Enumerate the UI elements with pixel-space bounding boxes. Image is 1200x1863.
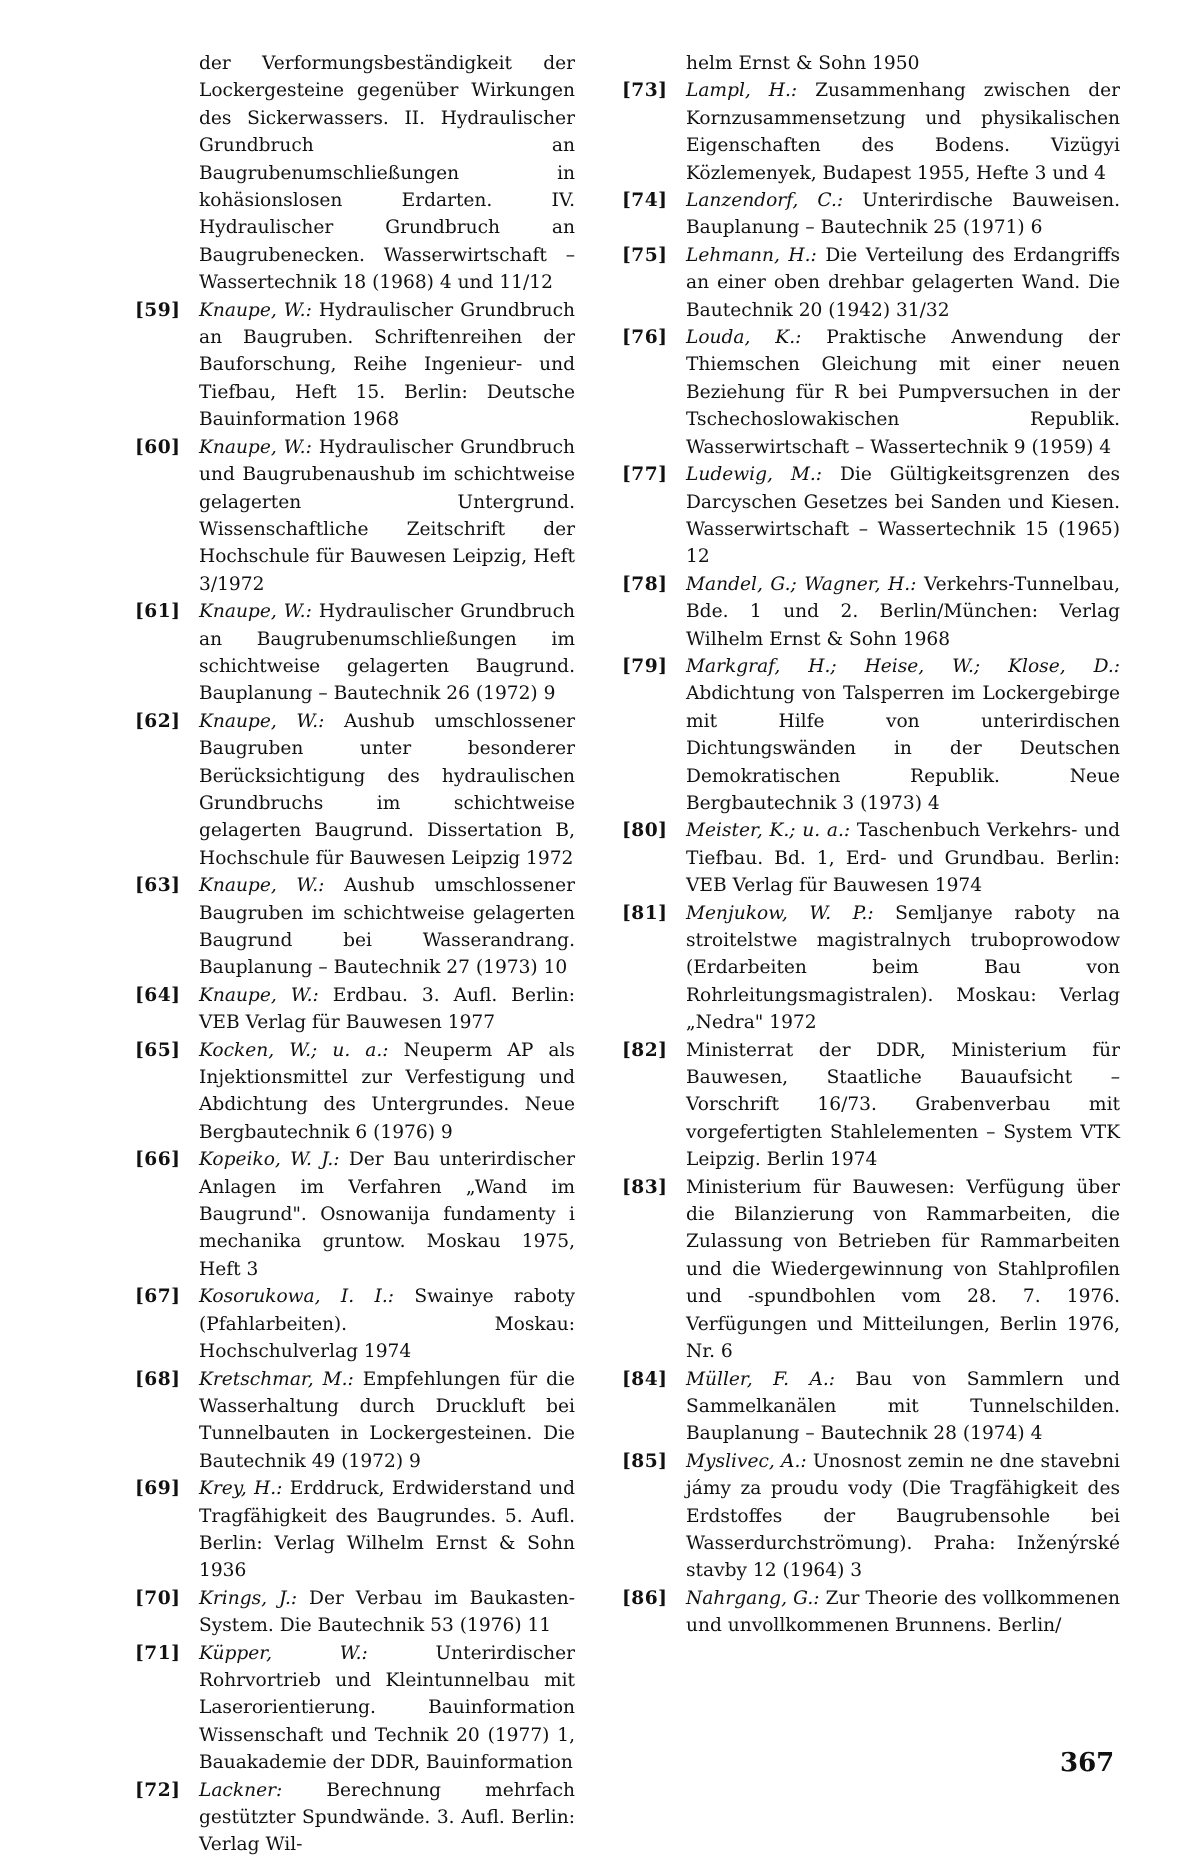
reference-author: Nahrgang, G.: <box>686 1587 820 1609</box>
reference-number: [70] <box>135 1587 181 1609</box>
reference-text: Hydraulischer Grundbruch an Baugruben. Schriftenreihen der Bauforschung, Reihe Ingenieur- und Tiefbau, Heft 15. Berlin: Deutsche Bauinformation 1968 <box>199 299 575 431</box>
reference-text: Bau von Sammlern und Sammelkanälen mit Tunnelschilden. Bauplanung – Bautechnik 28 (1974) 4 <box>686 1368 1120 1445</box>
reference-text: Unterirdische Bauweisen. Bauplanung – Bautechnik 25 (1971) 6 <box>686 190 1120 239</box>
reference-entry <box>622 900 1120 1037</box>
reference-text: Erddruck, Erdwiderstand und Tragfähigkeit des Baugrundes. 5. Aufl. Berlin: Verlag Wilhelm Ernst & Sohn 1936 <box>199 1478 575 1582</box>
reference-number: [86] <box>622 1587 668 1609</box>
reference-text: Verkehrs-Tunnelbau, Bde. 1 und 2. Berlin/München: Verlag Wilhelm Ernst & Sohn 1968 <box>686 573 1120 650</box>
reference-number: [81] <box>622 902 668 924</box>
reference-number: [66] <box>135 1149 181 1171</box>
reference-text: Unterirdischer Rohrvortrieb und Kleintunnelbau mit Laserorientierung. Bauinformation Wissenschaft und Technik 20 (1977) 1, Bauakademie der DDR, Bauinformation <box>199 1642 575 1774</box>
reference-text: Aushub umschlossener Baugruben im schichtweise gelagerten Baugrund bei Wasserandrang. Bauplanung – Bautechnik 27 (1973) 10 <box>199 875 575 979</box>
reference-author: Louda, K.: <box>686 327 802 349</box>
reference-entry <box>622 653 1120 817</box>
reference-entry <box>135 1146 575 1283</box>
reference-text: helm Ernst & Sohn 1950 <box>686 53 920 74</box>
reference-entry <box>622 1366 1120 1448</box>
reference-text: Unosnost zemin ne dne stavebni jámy za proudu vody (Die Tragfähigkeit des Erdstoffes der Baugrubensohle bei Wasserdurchströmung). Praha: Inženýrské stavby 12 (1964) 3 <box>686 1450 1120 1582</box>
reference-text: der Verformungsbeständigkeit der Lockergesteine gegenüber Wirkungen des Sickerwassers. II. Hydraulischer Grundbruch an Baugrubenumschließungen in kohäsionslosen Erdarten. IV. Hydraulischer Grundbruch an Baugrubenecken. Wasserwirtschaft – Wassertechnik 18 (1968) 4 und 11/12 <box>199 53 575 294</box>
reference-number: [67] <box>135 1286 181 1308</box>
reference-author: Myslivec, A.: <box>686 1450 807 1472</box>
reference-text: Ministerium für Bauwesen: Verfügung über die Bilanzierung von Rammarbeiten, die Zulassung von Betrieben für Rammarbeiten und die Wiedergewinnung von Stahlprofilen und -spundbohlen vom 28. 7. 1976. Verfügungen und Mitteilungen, Berlin 1976, Nr. 6 <box>686 1176 1120 1363</box>
reference-author: Meister, K.; u. a.: <box>686 820 851 842</box>
left-column <box>135 50 575 1859</box>
reference-number: [63] <box>135 875 181 897</box>
reference-entry <box>622 50 1120 77</box>
reference-number: [84] <box>622 1368 668 1390</box>
reference-author: Lampl, H.: <box>686 80 798 102</box>
reference-text: Erdbau. 3. Aufl. Berlin: VEB Verlag für Bauwesen 1977 <box>199 984 575 1034</box>
reference-entry <box>622 1448 1120 1585</box>
reference-text: Hydraulischer Grundbruch und Baugrubenaushub im schichtweise gelagerten Untergrund. Wissenschaftliche Zeitschrift der Hochschule für Bauwesen Leipzig, Heft 3/1972 <box>199 436 575 595</box>
reference-author: Knaupe, W.: <box>199 299 312 321</box>
reference-text: Neuperm AP als Injektionsmittel zur Verfestigung und Abdichtung des Untergrundes. Neue Bergbautechnik 6 (1976) 9 <box>199 1039 575 1143</box>
reference-text: Praktische Anwendung der Thiemschen Gleichung mit einer neuen Beziehung für R bei Pumpversuchen in der Tschechoslowakischen Republik. Wasserwirtschaft – Wassertechnik 9 (1959) 4 <box>686 327 1120 458</box>
reference-number: [72] <box>135 1779 181 1801</box>
reference-number: [77] <box>622 464 668 486</box>
reference-entry <box>135 1283 575 1365</box>
reference-text: Zur Theorie des vollkommenen und unvollkommenen Brunnens. Berlin/ <box>686 1587 1120 1637</box>
page-number: 367 <box>1060 1748 1115 1778</box>
reference-text: Zusammenhang zwischen der Kornzusammensetzung und physikalischen Eigenschaften des Bodens. Vizügyi Közlemenyek, Budapest 1955, Hefte 3 und 4 <box>686 80 1120 184</box>
reference-entry <box>135 1366 575 1476</box>
reference-entry <box>135 50 575 297</box>
reference-entry <box>135 1585 575 1640</box>
reference-number: [59] <box>135 299 181 321</box>
reference-entry <box>135 1037 575 1147</box>
reference-number: [69] <box>135 1478 181 1500</box>
reference-entry <box>622 242 1120 324</box>
reference-entry <box>622 1174 1120 1366</box>
reference-entry <box>622 1037 1120 1174</box>
reference-author: Krey, H.: <box>199 1478 283 1500</box>
reference-entry <box>135 598 575 708</box>
reference-entry <box>622 817 1120 899</box>
reference-entry <box>622 1585 1120 1640</box>
reference-entry <box>135 297 575 434</box>
reference-author: Krings, J.: <box>199 1587 298 1609</box>
reference-entry <box>622 187 1120 242</box>
reference-number: [76] <box>622 327 668 349</box>
reference-entry <box>622 77 1120 187</box>
reference-entry <box>135 872 575 982</box>
reference-text: Berechnung mehrfach gestützter Spundwände. 3. Aufl. Berlin: Verlag Wil- <box>199 1779 575 1856</box>
reference-author: Lackner: <box>199 1779 283 1801</box>
reference-text: Der Bau unterirdischer Anlagen im Verfahren „Wand im Baugrund". Osnowanija fundamenty i mechanika gruntow. Moskau 1975, Heft 3 <box>199 1149 575 1280</box>
reference-number: [68] <box>135 1368 181 1390</box>
reference-text: Die Gültigkeitsgrenzen des Darcyschen Gesetzes bei Sanden und Kiesen. Wasserwirtschaft – Wassertechnik 15 (1965) 12 <box>686 464 1121 568</box>
reference-number: [62] <box>135 710 181 732</box>
reference-author: Knaupe, W.: <box>199 436 312 458</box>
reference-number: [82] <box>622 1039 668 1061</box>
reference-author: Knaupe, W.: <box>199 601 312 623</box>
reference-author: Müller, F. A.: <box>686 1368 836 1390</box>
reference-text: Die Verteilung des Erdangriffs an einer oben drehbar gelagerten Wand. Die Bautechnik 20 (1942) 31/32 <box>686 244 1120 321</box>
reference-text: Aushub umschlossener Baugruben unter besonderer Berücksichtigung des hydraulischen Grundbruchs im schichtweise gelagerten Baugrund. Dissertation B, Hochschule für Bauwesen Leipzig 1972 <box>199 710 575 869</box>
reference-author: Menjukow, W. P.: <box>686 902 874 924</box>
reference-text: Hydraulischer Grundbruch an Baugrubenumschließungen im schichtweise gelagerten Baugrund. Bauplanung – Bautechnik 26 (1972) 9 <box>199 601 575 705</box>
reference-author: Mandel, G.; Wagner, H.: <box>686 573 917 595</box>
reference-author: Kopeiko, W. J.: <box>199 1149 340 1171</box>
reference-author: Knaupe, W.: <box>199 875 325 897</box>
reference-number: [78] <box>622 573 668 595</box>
reference-text: Semljanye raboty na stroitelstwe magistralnych truboprowodow (Erdarbeiten beim Bau von Rohrleitungsmagistralen). Moskau: Verlag „Nedra" 1972 <box>686 902 1120 1034</box>
reference-author: Kretschmar, M.: <box>199 1368 354 1390</box>
reference-entry <box>135 1777 575 1859</box>
reference-entry <box>135 1475 575 1585</box>
right-column <box>622 50 1120 1640</box>
reference-text: Abdichtung von Talsperren im Lockergebirge mit Hilfe von unterirdischen Dichtungswänden in der Deutschen Demokratischen Republik. Neue Bergbautechnik 3 (1973) 4 <box>686 683 1120 814</box>
reference-author: Kocken, W.; u. a.: <box>199 1039 389 1061</box>
reference-author: Kosorukowa, I. I.: <box>199 1286 395 1308</box>
reference-text: Ministerrat der DDR, Ministerium für Bauwesen, Staatliche Bauaufsicht – Vorschrift 16/73. Grabenverbau mit vorgefertigten Stahlelementen – System VTK Leipzig. Berlin 1974 <box>686 1039 1120 1171</box>
reference-number: [83] <box>622 1176 668 1198</box>
reference-entry <box>622 461 1120 571</box>
reference-entry <box>135 434 575 598</box>
reference-author: Markgraf, H.; Heise, W.; Klose, D.: <box>686 655 1120 677</box>
reference-text: Swainye raboty (Pfahlarbeiten). Moskau: Hochschulverlag 1974 <box>199 1286 575 1363</box>
reference-number: [60] <box>135 436 181 458</box>
reference-number: [80] <box>622 820 668 842</box>
reference-number: [64] <box>135 984 181 1006</box>
reference-author: Lanzendorf, C.: <box>686 190 844 212</box>
reference-number: [85] <box>622 1450 668 1472</box>
reference-entry <box>135 982 575 1037</box>
reference-author: Küpper, W.: <box>199 1642 368 1664</box>
reference-author: Knaupe, W.: <box>199 710 325 732</box>
reference-entry <box>135 708 575 872</box>
reference-author: Lehmann, H.: <box>686 244 817 266</box>
reference-number: [73] <box>622 80 668 102</box>
reference-number: [79] <box>622 655 668 677</box>
reference-number: [74] <box>622 190 668 212</box>
reference-author: Knaupe, W.: <box>199 984 319 1006</box>
reference-author: Ludewig, M.: <box>686 464 823 486</box>
reference-number: [75] <box>622 244 668 266</box>
reference-text: Empfehlungen für die Wasserhaltung durch Druckluft bei Tunnelbauten in Lockergesteinen. Die Bautechnik 49 (1972) 9 <box>199 1368 575 1472</box>
reference-number: [61] <box>135 601 181 623</box>
reference-entry <box>622 324 1120 461</box>
reference-text: Der Verbau im Baukasten-System. Die Bautechnik 53 (1976) 11 <box>199 1587 575 1637</box>
reference-number: [71] <box>135 1642 181 1664</box>
reference-entry <box>622 571 1120 653</box>
reference-text: Taschenbuch Verkehrs- und Tiefbau. Bd. 1, Erd- und Grundbau. Berlin: VEB Verlag für Bauwesen 1974 <box>686 820 1120 897</box>
reference-entry <box>135 1640 575 1777</box>
reference-number: [65] <box>135 1039 181 1061</box>
